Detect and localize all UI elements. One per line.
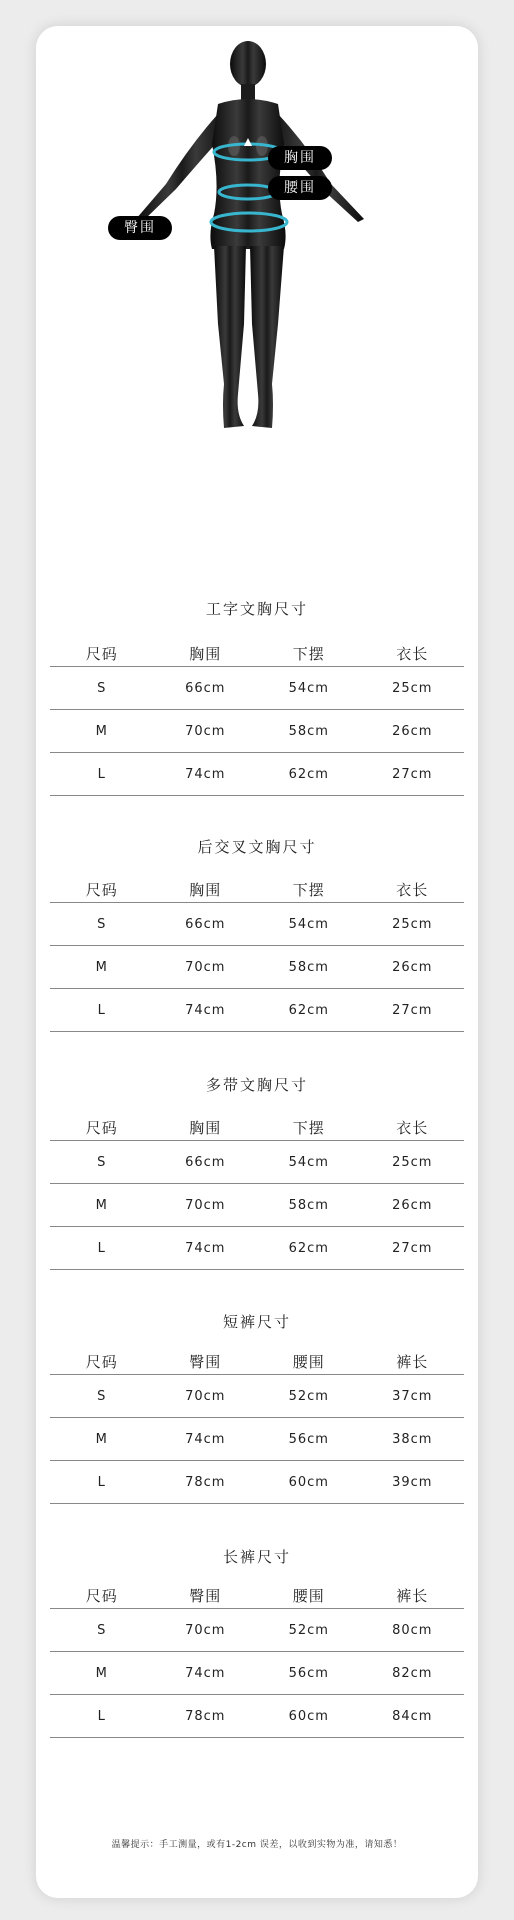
cell: 84cm bbox=[361, 1695, 465, 1738]
cell: 74cm bbox=[154, 989, 258, 1032]
cell: 74cm bbox=[154, 1652, 258, 1695]
table-header-row bbox=[50, 638, 464, 667]
table-row bbox=[50, 1141, 464, 1184]
table-row bbox=[50, 1375, 464, 1418]
cell: 70cm bbox=[154, 1375, 258, 1418]
cell: 74cm bbox=[154, 1418, 258, 1461]
cell: 58cm bbox=[257, 710, 361, 753]
cell: 60cm bbox=[257, 1695, 361, 1738]
cell: M bbox=[50, 946, 154, 989]
header-col-2: 胸围 bbox=[154, 1112, 258, 1141]
cell: 54cm bbox=[257, 1141, 361, 1184]
header-col-4: 衣长 bbox=[361, 1112, 465, 1141]
cell: 70cm bbox=[154, 946, 258, 989]
header-size: 尺码 bbox=[50, 1112, 154, 1141]
cell: L bbox=[50, 1695, 154, 1738]
cell: 70cm bbox=[154, 1609, 258, 1652]
chest-label: 胸围 bbox=[268, 146, 332, 170]
cell: S bbox=[50, 903, 154, 946]
header-size: 尺码 bbox=[50, 874, 154, 903]
table-row bbox=[50, 903, 464, 946]
cell: L bbox=[50, 989, 154, 1032]
cell: 38cm bbox=[361, 1418, 465, 1461]
size-table bbox=[50, 638, 464, 796]
cell: 62cm bbox=[257, 1227, 361, 1270]
cell: 66cm bbox=[154, 1141, 258, 1184]
table-row bbox=[50, 1227, 464, 1270]
table-row bbox=[50, 989, 464, 1032]
cell: 52cm bbox=[257, 1375, 361, 1418]
cell: 58cm bbox=[257, 946, 361, 989]
cell: 66cm bbox=[154, 903, 258, 946]
header-col-3: 腰围 bbox=[257, 1346, 361, 1375]
cell: L bbox=[50, 1227, 154, 1270]
table-row bbox=[50, 667, 464, 710]
table-header-row bbox=[50, 1346, 464, 1375]
cell: 78cm bbox=[154, 1461, 258, 1504]
header-col-2: 臀围 bbox=[154, 1346, 258, 1375]
footnote: 温馨提示：手工测量，或有1-2cm 误差，以收到实物为准，请知悉！ bbox=[111, 1840, 403, 1850]
mannequin-icon bbox=[96, 34, 426, 474]
cell: S bbox=[50, 1141, 154, 1184]
table-header-row bbox=[50, 1580, 464, 1609]
header-col-4: 衣长 bbox=[361, 638, 465, 667]
header-col-3: 腰围 bbox=[257, 1580, 361, 1609]
table-row bbox=[50, 1418, 464, 1461]
header-col-3: 下摆 bbox=[257, 638, 361, 667]
cell: 82cm bbox=[361, 1652, 465, 1695]
table-header-row bbox=[50, 874, 464, 903]
cell: 54cm bbox=[257, 667, 361, 710]
cell: 27cm bbox=[361, 1227, 465, 1270]
cell: 60cm bbox=[257, 1461, 361, 1504]
table-row bbox=[50, 710, 464, 753]
cell: 56cm bbox=[257, 1652, 361, 1695]
header-size: 尺码 bbox=[50, 638, 154, 667]
table-row bbox=[50, 1652, 464, 1695]
hip-label: 臀围 bbox=[108, 216, 172, 240]
mannequin-illustration bbox=[36, 26, 478, 486]
table-title: 后交叉文胸尺寸 bbox=[197, 838, 317, 856]
header-size: 尺码 bbox=[50, 1346, 154, 1375]
cell: 58cm bbox=[257, 1184, 361, 1227]
cell: 70cm bbox=[154, 1184, 258, 1227]
cell: 25cm bbox=[361, 667, 465, 710]
cell: 70cm bbox=[154, 710, 258, 753]
cell: M bbox=[50, 1418, 154, 1461]
table-title: 短裤尺寸 bbox=[222, 1313, 291, 1331]
cell: 37cm bbox=[361, 1375, 465, 1418]
cell: S bbox=[50, 667, 154, 710]
size-table bbox=[50, 874, 464, 1032]
table-row bbox=[50, 1609, 464, 1652]
header-col-2: 胸围 bbox=[154, 638, 258, 667]
cell: 26cm bbox=[361, 1184, 465, 1227]
cell: 74cm bbox=[154, 1227, 258, 1270]
cell: 54cm bbox=[257, 903, 361, 946]
size-chart-card bbox=[36, 26, 478, 1898]
cell: 26cm bbox=[361, 946, 465, 989]
table-row bbox=[50, 946, 464, 989]
cell: 56cm bbox=[257, 1418, 361, 1461]
header-col-2: 胸围 bbox=[154, 874, 258, 903]
cell: 52cm bbox=[257, 1609, 361, 1652]
size-table bbox=[50, 1112, 464, 1270]
cell: L bbox=[50, 1461, 154, 1504]
cell: 74cm bbox=[154, 753, 258, 796]
table-row bbox=[50, 753, 464, 796]
cell: 39cm bbox=[361, 1461, 465, 1504]
header-col-4: 裤长 bbox=[361, 1346, 465, 1375]
table-row bbox=[50, 1695, 464, 1738]
cell: 25cm bbox=[361, 903, 465, 946]
table-row bbox=[50, 1461, 464, 1504]
cell: 66cm bbox=[154, 667, 258, 710]
header-col-3: 下摆 bbox=[257, 874, 361, 903]
cell: 26cm bbox=[361, 710, 465, 753]
cell: M bbox=[50, 710, 154, 753]
cell: 78cm bbox=[154, 1695, 258, 1738]
cell: 62cm bbox=[257, 753, 361, 796]
cell: M bbox=[50, 1652, 154, 1695]
table-title: 长裤尺寸 bbox=[222, 1548, 291, 1566]
header-col-2: 臀围 bbox=[154, 1580, 258, 1609]
table-row bbox=[50, 1184, 464, 1227]
cell: 25cm bbox=[361, 1141, 465, 1184]
header-size: 尺码 bbox=[50, 1580, 154, 1609]
cell: L bbox=[50, 753, 154, 796]
cell: 62cm bbox=[257, 989, 361, 1032]
header-col-3: 下摆 bbox=[257, 1112, 361, 1141]
header-col-4: 衣长 bbox=[361, 874, 465, 903]
table-header-row bbox=[50, 1112, 464, 1141]
cell: S bbox=[50, 1609, 154, 1652]
table-title: 多带文胸尺寸 bbox=[205, 1076, 308, 1094]
header-col-4: 裤长 bbox=[361, 1580, 465, 1609]
cell: 27cm bbox=[361, 753, 465, 796]
size-table bbox=[50, 1346, 464, 1504]
cell: M bbox=[50, 1184, 154, 1227]
cell: 80cm bbox=[361, 1609, 465, 1652]
table-title: 工字文胸尺寸 bbox=[205, 600, 308, 618]
cell: S bbox=[50, 1375, 154, 1418]
cell: 27cm bbox=[361, 989, 465, 1032]
size-table bbox=[50, 1580, 464, 1738]
waist-label: 腰围 bbox=[268, 176, 332, 200]
